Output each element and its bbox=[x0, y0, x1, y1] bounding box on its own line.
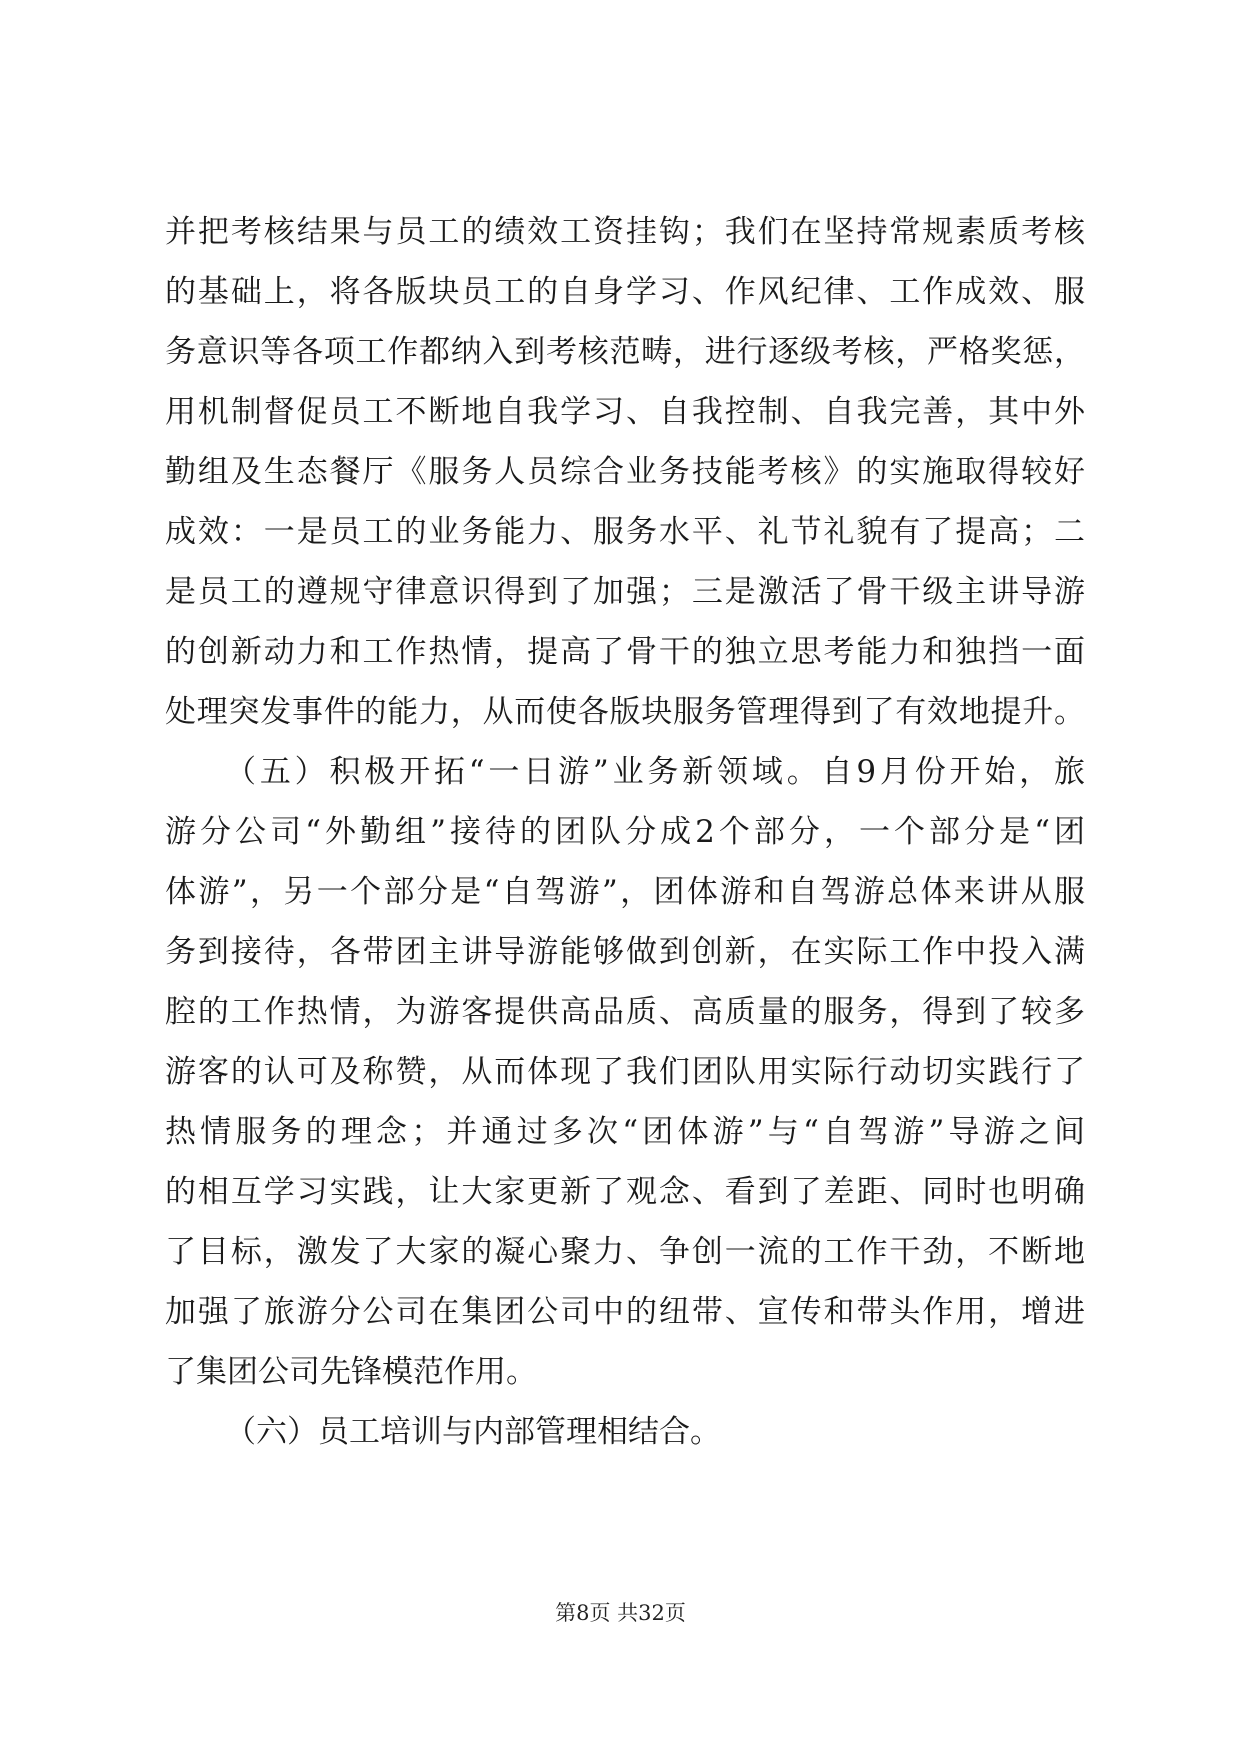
text-line: 腔的工作热情，为游客提供高品质、高质量的服务，得到了较多 bbox=[165, 994, 1085, 1030]
text-line: 处理突发事件的能力，从而使各版块服务管理得到了有效地提升。 bbox=[165, 694, 1085, 730]
text-line: 了目标，激发了大家的凝心聚力、争创一流的工作干劲，不断地 bbox=[165, 1234, 1085, 1270]
text-line: 勤组及生态餐厅《服务人员综合业务技能考核》的实施取得较好 bbox=[165, 454, 1085, 490]
text-line: 成效：一是员工的业务能力、服务水平、礼节礼貌有了提高；二 bbox=[165, 514, 1085, 550]
text-line: 是员工的遵规守律意识得到了加强；三是激活了骨干级主讲导游 bbox=[165, 574, 1085, 610]
text-line: 的相互学习实践，让大家更新了观念、看到了差距、同时也明确 bbox=[165, 1174, 1085, 1210]
text-line: 用机制督促员工不断地自我学习、自我控制、自我完善，其中外 bbox=[165, 394, 1085, 430]
text-line: 了集团公司先锋模范作用。 bbox=[165, 1354, 537, 1390]
text-line: 游分公司“外勤组”接待的团队分成2个部分，一个部分是“团 bbox=[165, 814, 1085, 850]
text-line: 务意识等各项工作都纳入到考核范畴，进行逐级考核，严格奖惩， bbox=[165, 334, 1085, 370]
text-line: 热情服务的理念；并通过多次“团体游”与“自驾游”导游之间 bbox=[165, 1114, 1085, 1150]
section-heading-line: （五）积极开拓“一日游”业务新领域。自9月份开始，旅 bbox=[225, 754, 1085, 790]
text-line: 务到接待，各带团主讲导游能够做到创新，在实际工作中投入满 bbox=[165, 934, 1085, 970]
page-footer bbox=[0, 1598, 1241, 1628]
text-line: 的基础上，将各版块员工的自身学习、作风纪律、工作成效、服 bbox=[165, 274, 1085, 310]
text-line: 加强了旅游分公司在集团公司中的纽带、宣传和带头作用，增进 bbox=[165, 1294, 1085, 1330]
text-line: 游客的认可及称赞，从而体现了我们团队用实际行动切实践行了 bbox=[165, 1054, 1085, 1090]
text-line: 体游”，另一个部分是“自驾游”，团体游和自驾游总体来讲从服 bbox=[165, 874, 1085, 910]
text-line: 并把考核结果与员工的绩效工资挂钩；我们在坚持常规素质考核 bbox=[165, 214, 1085, 250]
text-line: 的创新动力和工作热情，提高了骨干的独立思考能力和独挡一面 bbox=[165, 634, 1085, 670]
page-number: 第8页 共32页 bbox=[555, 1601, 686, 1625]
section-heading-line: （六）员工培训与内部管理相结合。 bbox=[225, 1414, 721, 1450]
